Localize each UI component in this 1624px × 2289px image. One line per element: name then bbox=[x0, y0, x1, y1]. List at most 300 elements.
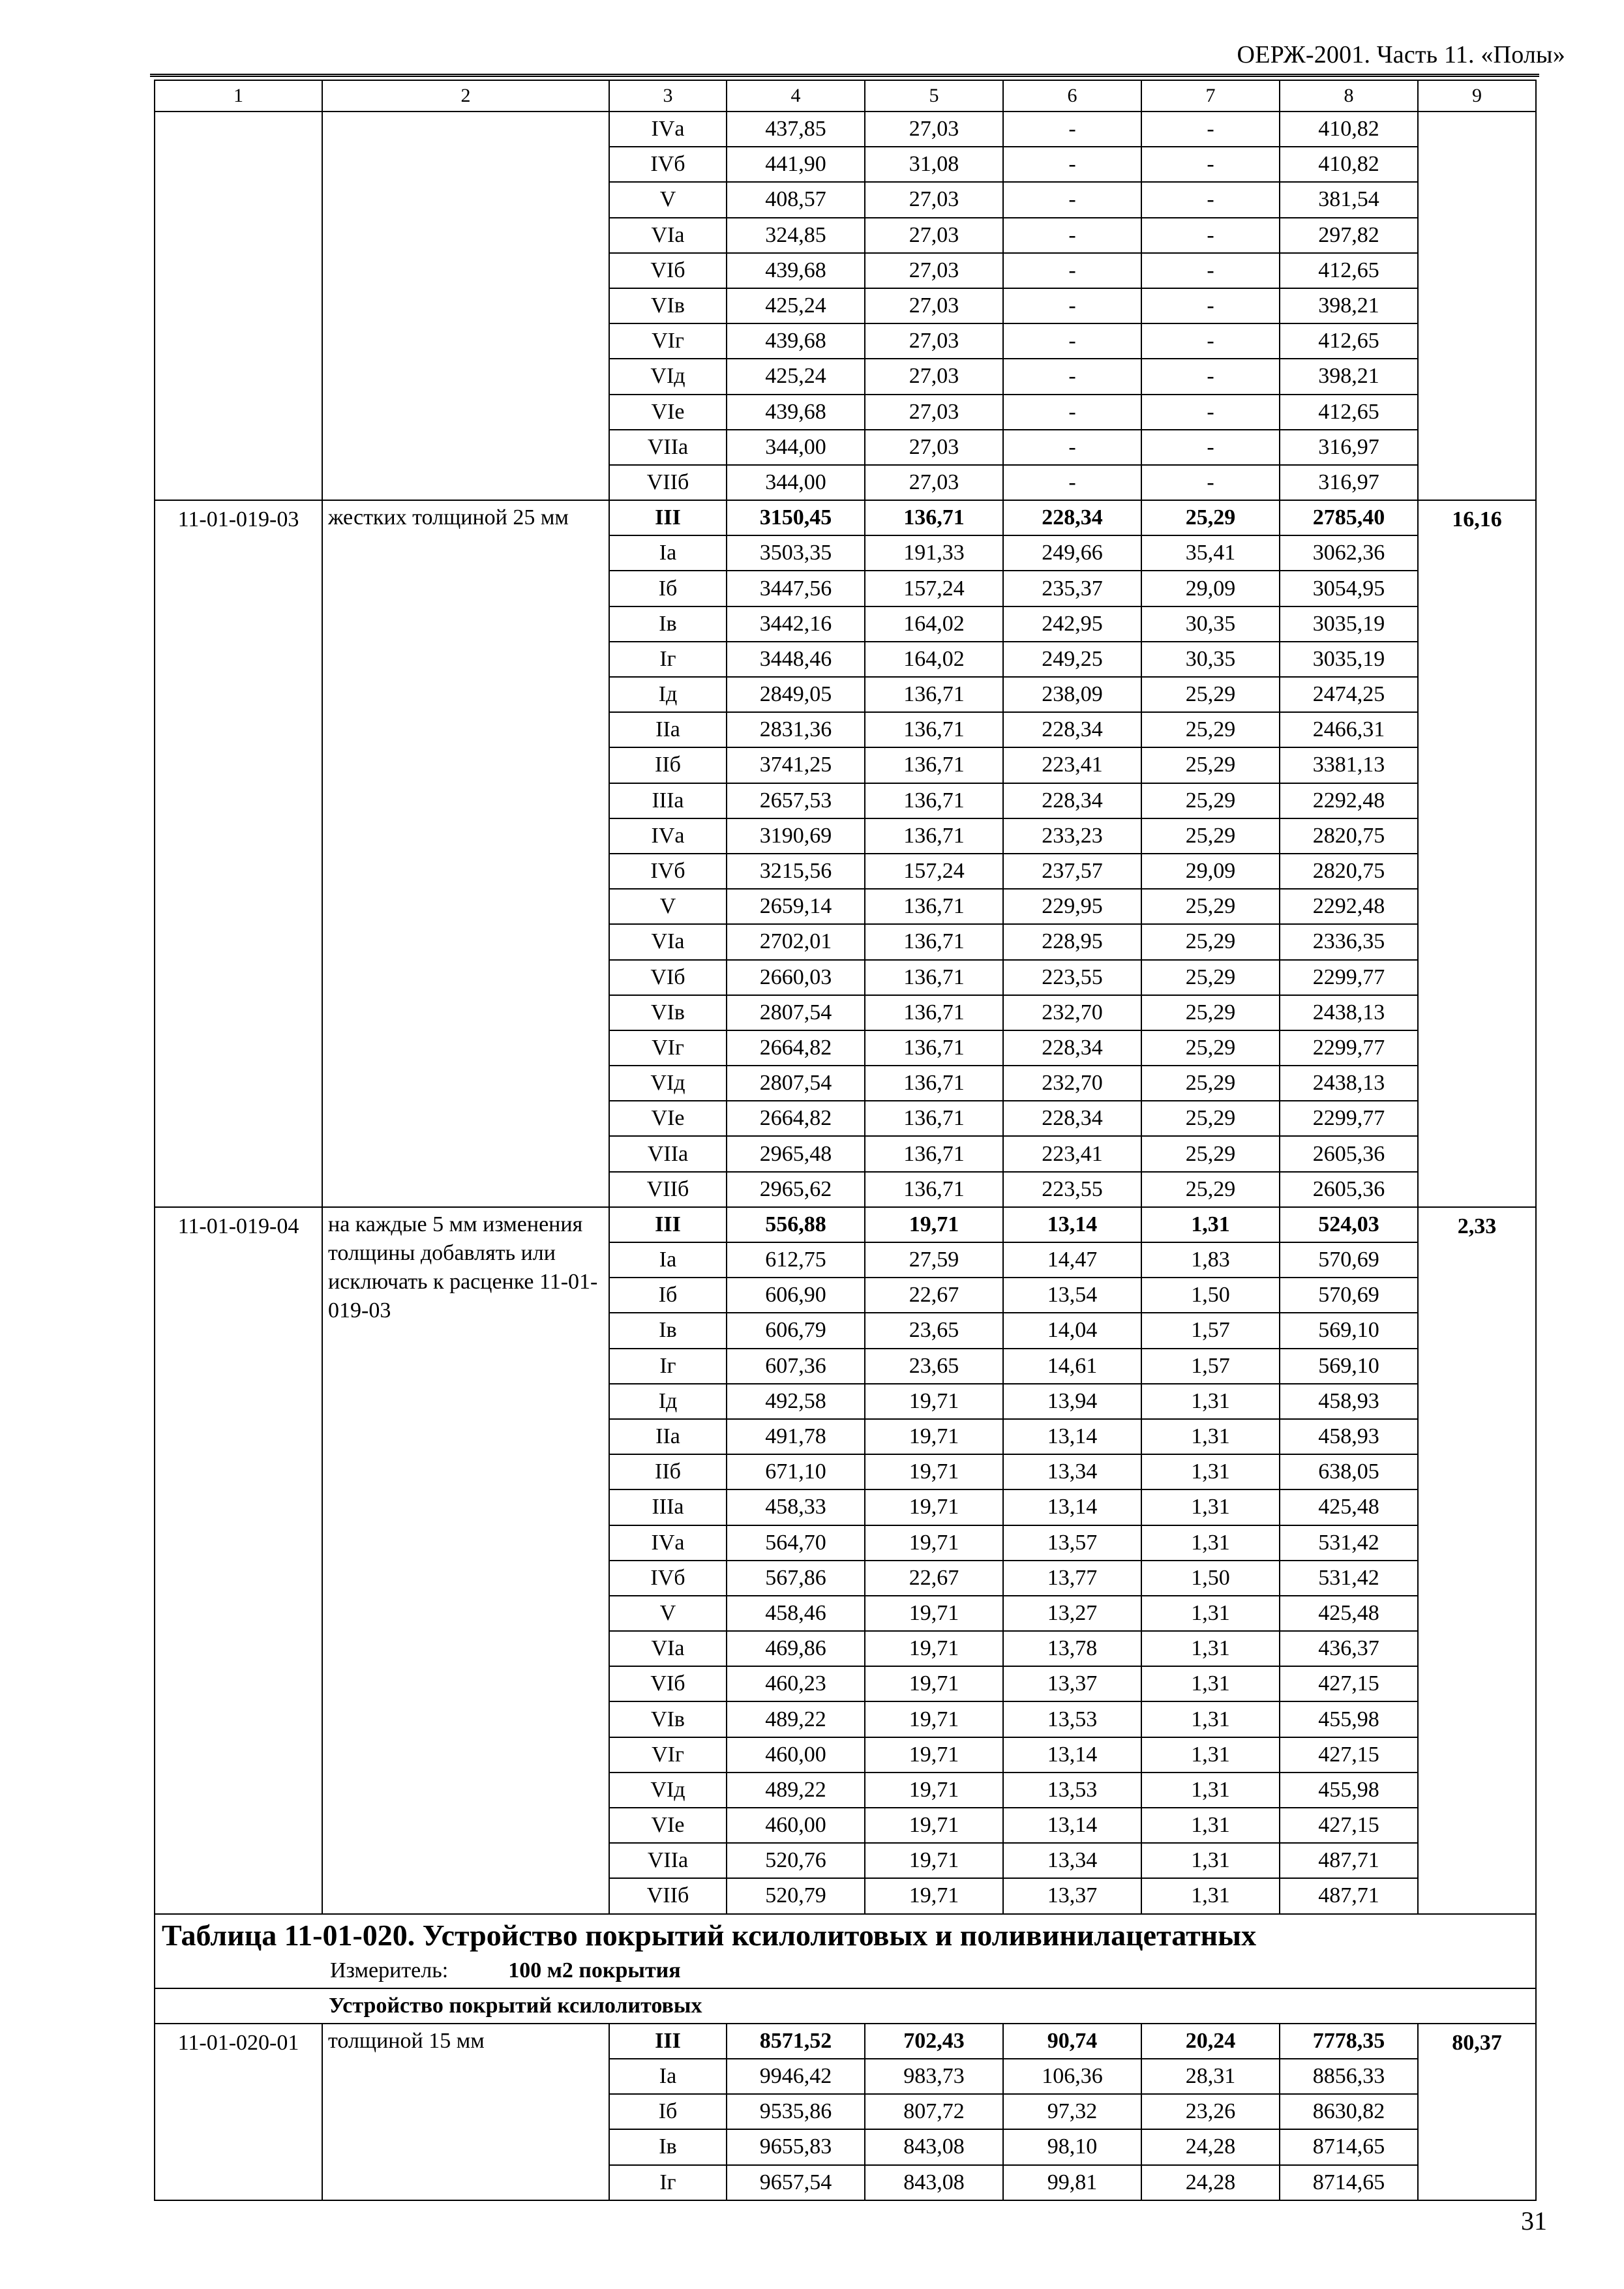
value-cell: 13,34 bbox=[1003, 1454, 1141, 1489]
work-name: толщиной 15 мм bbox=[322, 2024, 609, 2200]
zone-cell: VIIб bbox=[609, 1878, 727, 1913]
value-cell: 29,09 bbox=[1141, 571, 1280, 606]
section-row bbox=[155, 1988, 1536, 2024]
value-cell: 9655,83 bbox=[727, 2129, 865, 2164]
value-cell: - bbox=[1141, 395, 1280, 430]
value-cell: 412,65 bbox=[1280, 253, 1418, 288]
value-cell: 20,24 bbox=[1141, 2024, 1280, 2059]
value-cell: 398,21 bbox=[1280, 288, 1418, 323]
value-cell: 458,93 bbox=[1280, 1419, 1418, 1454]
value-cell: 607,36 bbox=[727, 1349, 865, 1384]
column-number: 3 bbox=[609, 80, 727, 112]
value-cell: - bbox=[1141, 182, 1280, 217]
value-cell: 223,41 bbox=[1003, 1136, 1141, 1171]
price-table bbox=[154, 80, 1537, 2201]
zone-cell: VIв bbox=[609, 288, 727, 323]
value-cell: 2438,13 bbox=[1280, 995, 1418, 1030]
value-cell: 1,31 bbox=[1141, 1701, 1280, 1737]
value-cell: 25,29 bbox=[1141, 1066, 1280, 1101]
value-cell: - bbox=[1003, 147, 1141, 182]
value-cell: 13,78 bbox=[1003, 1631, 1141, 1666]
zone-cell: VIа bbox=[609, 218, 727, 253]
zone-cell: VIIа bbox=[609, 430, 727, 465]
value-cell: 25,29 bbox=[1141, 1101, 1280, 1136]
value-cell: 8856,33 bbox=[1280, 2059, 1418, 2094]
value-cell: 569,10 bbox=[1280, 1313, 1418, 1348]
value-cell: - bbox=[1003, 218, 1141, 253]
value-cell: 427,15 bbox=[1280, 1808, 1418, 1843]
table-row bbox=[155, 112, 1536, 147]
zone-cell: VIб bbox=[609, 253, 727, 288]
value-cell: 460,00 bbox=[727, 1808, 865, 1843]
value-cell: 458,93 bbox=[1280, 1384, 1418, 1419]
value-cell: 2849,05 bbox=[727, 677, 865, 712]
value-cell: 19,71 bbox=[865, 1701, 1003, 1737]
value-cell: 520,79 bbox=[727, 1878, 865, 1913]
value-cell: 249,66 bbox=[1003, 535, 1141, 571]
meter-label: Измеритель: bbox=[330, 1958, 449, 1982]
value-cell: 3447,56 bbox=[727, 571, 865, 606]
value-cell: 1,57 bbox=[1141, 1349, 1280, 1384]
zone-cell: III bbox=[609, 1207, 727, 1242]
zone-cell: VIа bbox=[609, 924, 727, 959]
zone-cell: Iб bbox=[609, 571, 727, 606]
value-cell: 13,57 bbox=[1003, 1525, 1141, 1561]
column-number: 2 bbox=[322, 80, 609, 112]
value-cell: 223,55 bbox=[1003, 1172, 1141, 1207]
value-cell: 8630,82 bbox=[1280, 2094, 1418, 2129]
value-cell: 455,98 bbox=[1280, 1773, 1418, 1808]
value-cell: 8714,65 bbox=[1280, 2129, 1418, 2164]
value-cell: 2336,35 bbox=[1280, 924, 1418, 959]
value-cell: 229,95 bbox=[1003, 889, 1141, 924]
value-cell: 3035,19 bbox=[1280, 642, 1418, 677]
value-cell: 25,29 bbox=[1141, 995, 1280, 1030]
value-cell: 425,48 bbox=[1280, 1489, 1418, 1525]
value-cell: 1,31 bbox=[1141, 1419, 1280, 1454]
value-cell: 1,31 bbox=[1141, 1489, 1280, 1525]
zone-cell: VIа bbox=[609, 1631, 727, 1666]
value-cell: 3190,69 bbox=[727, 818, 865, 854]
value-cell: 19,71 bbox=[865, 1773, 1003, 1808]
zone-cell: VIIб bbox=[609, 465, 727, 500]
value-cell: 25,29 bbox=[1141, 1136, 1280, 1171]
value-cell: 2660,03 bbox=[727, 960, 865, 995]
value-cell: 2659,14 bbox=[727, 889, 865, 924]
value-cell: 3503,35 bbox=[727, 535, 865, 571]
value-cell: 1,31 bbox=[1141, 1737, 1280, 1773]
value-cell: 27,03 bbox=[865, 323, 1003, 359]
zone-cell: VIд bbox=[609, 1773, 727, 1808]
value-cell: 489,22 bbox=[727, 1701, 865, 1737]
value-cell: 25,29 bbox=[1141, 783, 1280, 818]
value-cell: 1,50 bbox=[1141, 1561, 1280, 1596]
value-cell: 531,42 bbox=[1280, 1561, 1418, 1596]
value-cell: 412,65 bbox=[1280, 323, 1418, 359]
value-cell: 531,42 bbox=[1280, 1525, 1418, 1561]
value-cell: 228,34 bbox=[1003, 1030, 1141, 1066]
value-cell: - bbox=[1003, 288, 1141, 323]
value-cell: 9535,86 bbox=[727, 2094, 865, 2129]
zone-cell: III bbox=[609, 500, 727, 535]
value-cell: 408,57 bbox=[727, 182, 865, 217]
value-cell: 25,29 bbox=[1141, 747, 1280, 783]
zone-cell: V bbox=[609, 182, 727, 217]
value-cell: 19,71 bbox=[865, 1596, 1003, 1631]
value-cell: 14,04 bbox=[1003, 1313, 1141, 1348]
value-cell: 27,03 bbox=[865, 359, 1003, 394]
value-cell: 19,71 bbox=[865, 1384, 1003, 1419]
value-cell: 3035,19 bbox=[1280, 606, 1418, 642]
value-cell: 136,71 bbox=[865, 677, 1003, 712]
value-cell: 238,09 bbox=[1003, 677, 1141, 712]
labor-cost: 80,37 bbox=[1418, 2024, 1536, 2200]
zone-cell: VIд bbox=[609, 359, 727, 394]
value-cell: 2299,77 bbox=[1280, 960, 1418, 995]
value-cell: 19,71 bbox=[865, 1454, 1003, 1489]
value-cell: 2820,75 bbox=[1280, 854, 1418, 889]
zone-cell: Iа bbox=[609, 2059, 727, 2094]
value-cell: 99,81 bbox=[1003, 2165, 1141, 2200]
value-cell: 2702,01 bbox=[727, 924, 865, 959]
value-cell: 410,82 bbox=[1280, 112, 1418, 147]
meter-unit: 100 м2 покрытия bbox=[508, 1958, 681, 1982]
value-cell: 24,28 bbox=[1141, 2165, 1280, 2200]
value-cell: 98,10 bbox=[1003, 2129, 1141, 2164]
value-cell: 19,71 bbox=[865, 1419, 1003, 1454]
zone-cell: IVб bbox=[609, 147, 727, 182]
value-cell: 398,21 bbox=[1280, 359, 1418, 394]
value-cell: 29,09 bbox=[1141, 854, 1280, 889]
zone-cell: VIг bbox=[609, 323, 727, 359]
value-cell: 191,33 bbox=[865, 535, 1003, 571]
value-cell: 235,37 bbox=[1003, 571, 1141, 606]
value-cell: 106,36 bbox=[1003, 2059, 1141, 2094]
value-cell: 8571,52 bbox=[727, 2024, 865, 2059]
value-cell: 136,71 bbox=[865, 889, 1003, 924]
value-cell: 136,71 bbox=[865, 1101, 1003, 1136]
value-cell: 297,82 bbox=[1280, 218, 1418, 253]
running-header: ОЕРЖ-2001. Часть 11. «Полы» bbox=[1237, 41, 1565, 68]
value-cell: 25,29 bbox=[1141, 889, 1280, 924]
value-cell: 30,35 bbox=[1141, 642, 1280, 677]
value-cell: 228,34 bbox=[1003, 712, 1141, 747]
value-cell: 570,69 bbox=[1280, 1278, 1418, 1313]
labor-cost: 16,16 bbox=[1418, 500, 1536, 1207]
value-cell: 9657,54 bbox=[727, 2165, 865, 2200]
value-cell: 1,57 bbox=[1141, 1313, 1280, 1348]
zone-cell: VIб bbox=[609, 1666, 727, 1701]
value-cell: 13,37 bbox=[1003, 1878, 1141, 1913]
value-cell: 19,71 bbox=[865, 1843, 1003, 1878]
value-cell: 460,23 bbox=[727, 1666, 865, 1701]
value-cell: 35,41 bbox=[1141, 535, 1280, 571]
value-cell: - bbox=[1141, 465, 1280, 500]
value-cell: 460,00 bbox=[727, 1737, 865, 1773]
value-cell: 439,68 bbox=[727, 395, 865, 430]
value-cell: 13,94 bbox=[1003, 1384, 1141, 1419]
value-cell: 458,33 bbox=[727, 1489, 865, 1525]
value-cell: 136,71 bbox=[865, 1136, 1003, 1171]
value-cell: 232,70 bbox=[1003, 1066, 1141, 1101]
value-cell: 1,50 bbox=[1141, 1278, 1280, 1313]
value-cell: 8714,65 bbox=[1280, 2165, 1418, 2200]
value-cell: 136,71 bbox=[865, 995, 1003, 1030]
value-cell: 136,71 bbox=[865, 818, 1003, 854]
zone-cell: Iа bbox=[609, 535, 727, 571]
value-cell: 19,71 bbox=[865, 1489, 1003, 1525]
value-cell: 157,24 bbox=[865, 854, 1003, 889]
value-cell: 136,71 bbox=[865, 747, 1003, 783]
value-cell: 27,03 bbox=[865, 112, 1003, 147]
value-cell: 1,31 bbox=[1141, 1666, 1280, 1701]
value-cell: - bbox=[1141, 253, 1280, 288]
value-cell: 556,88 bbox=[727, 1207, 865, 1242]
value-cell: 1,31 bbox=[1141, 1525, 1280, 1561]
meter-line bbox=[162, 1955, 1535, 1988]
value-cell: 232,70 bbox=[1003, 995, 1141, 1030]
value-cell: 27,03 bbox=[865, 182, 1003, 217]
zone-cell: IVа bbox=[609, 818, 727, 854]
value-cell: 437,85 bbox=[727, 112, 865, 147]
zone-cell: IVа bbox=[609, 1525, 727, 1561]
value-cell: 492,58 bbox=[727, 1384, 865, 1419]
value-cell: 612,75 bbox=[727, 1242, 865, 1278]
value-cell: 136,71 bbox=[865, 1066, 1003, 1101]
value-cell: 638,05 bbox=[1280, 1454, 1418, 1489]
value-cell: 2299,77 bbox=[1280, 1101, 1418, 1136]
value-cell: 13,77 bbox=[1003, 1561, 1141, 1596]
table-title: Таблица 11-01-020. Устройство покрытий ксилолитовых и поливинилацетатных bbox=[162, 1918, 1257, 1952]
value-cell: 1,31 bbox=[1141, 1454, 1280, 1489]
value-cell: 3442,16 bbox=[727, 606, 865, 642]
value-cell: 228,34 bbox=[1003, 1101, 1141, 1136]
value-cell: 13,54 bbox=[1003, 1278, 1141, 1313]
value-cell: 2807,54 bbox=[727, 1066, 865, 1101]
value-cell: 843,08 bbox=[865, 2165, 1003, 2200]
section-title: Устройство покрытий ксилолитовых bbox=[155, 1988, 1536, 2024]
value-cell: 25,29 bbox=[1141, 677, 1280, 712]
value-cell: 469,86 bbox=[727, 1631, 865, 1666]
value-cell: 1,31 bbox=[1141, 1596, 1280, 1631]
value-cell: - bbox=[1003, 465, 1141, 500]
value-cell: 524,03 bbox=[1280, 1207, 1418, 1242]
value-cell: 606,79 bbox=[727, 1313, 865, 1348]
value-cell: 30,35 bbox=[1141, 606, 1280, 642]
zone-cell: Iг bbox=[609, 642, 727, 677]
value-cell: 13,14 bbox=[1003, 1489, 1141, 1525]
value-cell: - bbox=[1141, 430, 1280, 465]
zone-cell: VIв bbox=[609, 995, 727, 1030]
zone-cell: VIб bbox=[609, 960, 727, 995]
value-cell: 13,14 bbox=[1003, 1808, 1141, 1843]
value-cell: - bbox=[1003, 182, 1141, 217]
labor-cost: 2,33 bbox=[1418, 1207, 1536, 1914]
zone-cell: Iв bbox=[609, 1313, 727, 1348]
value-cell: 412,65 bbox=[1280, 395, 1418, 430]
value-cell: - bbox=[1003, 430, 1141, 465]
value-cell: 2807,54 bbox=[727, 995, 865, 1030]
value-cell: - bbox=[1003, 112, 1141, 147]
value-cell: 3448,46 bbox=[727, 642, 865, 677]
rate-code: 11-01-020-01 bbox=[155, 2024, 322, 2200]
value-cell: 13,53 bbox=[1003, 1701, 1141, 1737]
value-cell: 2605,36 bbox=[1280, 1172, 1418, 1207]
table-row bbox=[155, 500, 1536, 535]
value-cell: 807,72 bbox=[865, 2094, 1003, 2129]
value-cell: 19,71 bbox=[865, 1737, 1003, 1773]
value-cell: 164,02 bbox=[865, 642, 1003, 677]
value-cell: 242,95 bbox=[1003, 606, 1141, 642]
value-cell: - bbox=[1141, 359, 1280, 394]
value-cell: 425,48 bbox=[1280, 1596, 1418, 1631]
column-number: 4 bbox=[727, 80, 865, 112]
column-number: 1 bbox=[155, 80, 322, 112]
column-number: 9 bbox=[1418, 80, 1536, 112]
value-cell: 2785,40 bbox=[1280, 500, 1418, 535]
value-cell: 228,34 bbox=[1003, 500, 1141, 535]
value-cell: 1,31 bbox=[1141, 1384, 1280, 1419]
rate-code-continued bbox=[155, 112, 322, 500]
value-cell: 136,71 bbox=[865, 1172, 1003, 1207]
value-cell: 2292,48 bbox=[1280, 889, 1418, 924]
zone-cell: VIв bbox=[609, 1701, 727, 1737]
value-cell: - bbox=[1141, 147, 1280, 182]
zone-cell: IVб bbox=[609, 1561, 727, 1596]
value-cell: 27,03 bbox=[865, 288, 1003, 323]
zone-cell: Iд bbox=[609, 1384, 727, 1419]
value-cell: 489,22 bbox=[727, 1773, 865, 1808]
value-cell: 702,43 bbox=[865, 2024, 1003, 2059]
value-cell: 13,53 bbox=[1003, 1773, 1141, 1808]
value-cell: 2605,36 bbox=[1280, 1136, 1418, 1171]
zone-cell: VIIб bbox=[609, 1172, 727, 1207]
zone-cell: Iг bbox=[609, 2165, 727, 2200]
value-cell: 2466,31 bbox=[1280, 712, 1418, 747]
value-cell: 2965,62 bbox=[727, 1172, 865, 1207]
value-cell: 19,71 bbox=[865, 1207, 1003, 1242]
value-cell: 223,41 bbox=[1003, 747, 1141, 783]
value-cell: 1,31 bbox=[1141, 1878, 1280, 1913]
value-cell: 2438,13 bbox=[1280, 1066, 1418, 1101]
value-cell: 606,90 bbox=[727, 1278, 865, 1313]
value-cell: 427,15 bbox=[1280, 1737, 1418, 1773]
value-cell: 233,23 bbox=[1003, 818, 1141, 854]
value-cell: 25,29 bbox=[1141, 924, 1280, 959]
zone-cell: V bbox=[609, 889, 727, 924]
work-name-continued bbox=[322, 112, 609, 500]
value-cell: 983,73 bbox=[865, 2059, 1003, 2094]
value-cell: 27,59 bbox=[865, 1242, 1003, 1278]
value-cell: 237,57 bbox=[1003, 854, 1141, 889]
value-cell: 3062,36 bbox=[1280, 535, 1418, 571]
column-number: 6 bbox=[1003, 80, 1141, 112]
value-cell: 567,86 bbox=[727, 1561, 865, 1596]
value-cell: 1,83 bbox=[1141, 1242, 1280, 1278]
rate-code: 11-01-019-04 bbox=[155, 1207, 322, 1914]
value-cell: 23,65 bbox=[865, 1349, 1003, 1384]
value-cell: 23,65 bbox=[865, 1313, 1003, 1348]
value-cell: 3150,45 bbox=[727, 500, 865, 535]
value-cell: 22,67 bbox=[865, 1278, 1003, 1313]
value-cell: 843,08 bbox=[865, 2129, 1003, 2164]
value-cell: 22,67 bbox=[865, 1561, 1003, 1596]
column-number-row bbox=[155, 80, 1536, 112]
value-cell: - bbox=[1141, 288, 1280, 323]
value-cell: 27,03 bbox=[865, 253, 1003, 288]
value-cell: 7778,35 bbox=[1280, 2024, 1418, 2059]
value-cell: 2474,25 bbox=[1280, 677, 1418, 712]
zone-cell: Iб bbox=[609, 1278, 727, 1313]
value-cell: 14,47 bbox=[1003, 1242, 1141, 1278]
value-cell: 164,02 bbox=[865, 606, 1003, 642]
value-cell: 2664,82 bbox=[727, 1030, 865, 1066]
zone-cell: V bbox=[609, 1596, 727, 1631]
value-cell: 136,71 bbox=[865, 1030, 1003, 1066]
value-cell: 9946,42 bbox=[727, 2059, 865, 2094]
header-rule bbox=[150, 74, 1539, 77]
value-cell: 223,55 bbox=[1003, 960, 1141, 995]
zone-cell: III bbox=[609, 2024, 727, 2059]
value-cell: 28,31 bbox=[1141, 2059, 1280, 2094]
value-cell: - bbox=[1141, 218, 1280, 253]
page-number: 31 bbox=[1521, 2206, 1547, 2236]
zone-cell: IIб bbox=[609, 1454, 727, 1489]
value-cell: - bbox=[1141, 112, 1280, 147]
column-number: 7 bbox=[1141, 80, 1280, 112]
value-cell: 24,28 bbox=[1141, 2129, 1280, 2164]
value-cell: 316,97 bbox=[1280, 430, 1418, 465]
value-cell: 19,71 bbox=[865, 1666, 1003, 1701]
zone-cell: IVб bbox=[609, 854, 727, 889]
value-cell: 3054,95 bbox=[1280, 571, 1418, 606]
zone-cell: IIа bbox=[609, 1419, 727, 1454]
value-cell: 25,29 bbox=[1141, 1030, 1280, 1066]
value-cell: 136,71 bbox=[865, 500, 1003, 535]
value-cell: 491,78 bbox=[727, 1419, 865, 1454]
work-name: жестких толщиной 25 мм bbox=[322, 500, 609, 1207]
value-cell: 520,76 bbox=[727, 1843, 865, 1878]
value-cell: 3381,13 bbox=[1280, 747, 1418, 783]
value-cell: 31,08 bbox=[865, 147, 1003, 182]
zone-cell: Iв bbox=[609, 2129, 727, 2164]
value-cell: 13,34 bbox=[1003, 1843, 1141, 1878]
zone-cell: IIIа bbox=[609, 783, 727, 818]
value-cell: 1,31 bbox=[1141, 1631, 1280, 1666]
value-cell: 2965,48 bbox=[727, 1136, 865, 1171]
table-title-cell bbox=[155, 1914, 1536, 1988]
value-cell: 27,03 bbox=[865, 465, 1003, 500]
value-cell: 14,61 bbox=[1003, 1349, 1141, 1384]
value-cell: 23,26 bbox=[1141, 2094, 1280, 2129]
zone-cell: VIIа bbox=[609, 1843, 727, 1878]
value-cell: 3215,56 bbox=[727, 854, 865, 889]
zone-cell: Iв bbox=[609, 606, 727, 642]
value-cell: 136,71 bbox=[865, 960, 1003, 995]
zone-cell: VIIа bbox=[609, 1136, 727, 1171]
value-cell: 25,29 bbox=[1141, 818, 1280, 854]
value-cell: 344,00 bbox=[727, 430, 865, 465]
zone-cell: VIг bbox=[609, 1737, 727, 1773]
value-cell: 13,14 bbox=[1003, 1207, 1141, 1242]
value-cell: 27,03 bbox=[865, 430, 1003, 465]
value-cell: 425,24 bbox=[727, 359, 865, 394]
zone-cell: VIе bbox=[609, 1808, 727, 1843]
value-cell: 157,24 bbox=[865, 571, 1003, 606]
table-row bbox=[155, 1207, 1536, 1242]
value-cell: 2657,53 bbox=[727, 783, 865, 818]
column-number: 5 bbox=[865, 80, 1003, 112]
